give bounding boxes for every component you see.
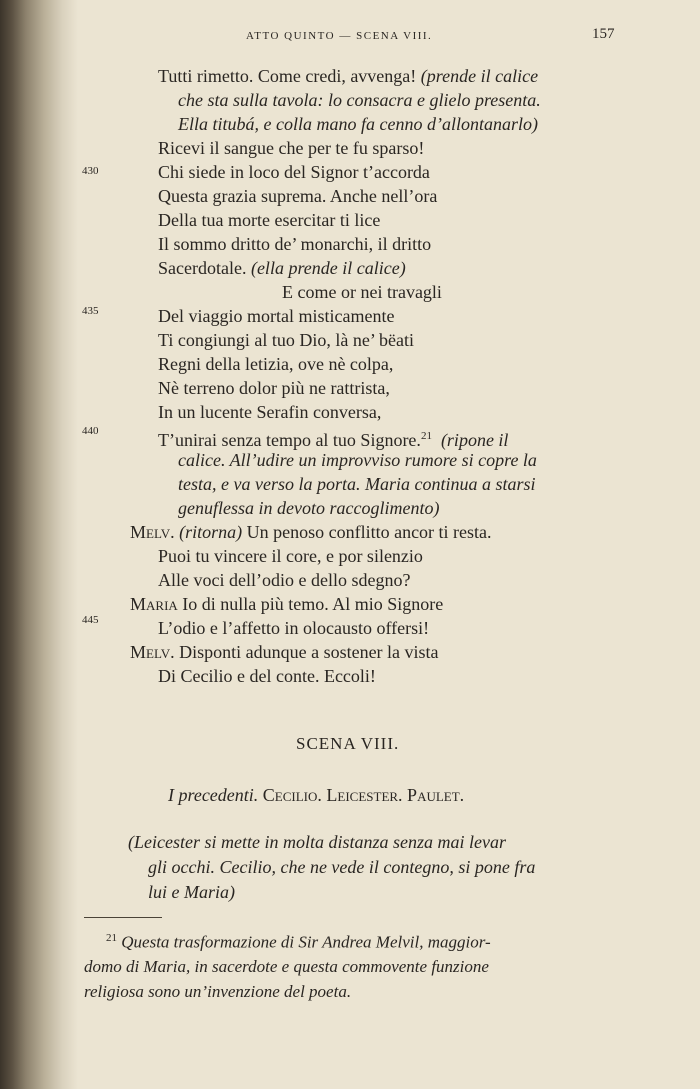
characters-intro: I precedenti. bbox=[168, 785, 259, 805]
footnote-rule bbox=[84, 917, 162, 918]
stage-direction-line: Ella titubá, e colla mano fa cenno d’allontanarlo) bbox=[178, 114, 538, 134]
stage-direction: (ella prende il calice) bbox=[250, 258, 406, 278]
line-number-440: 440 bbox=[82, 425, 99, 437]
page-number: 157 bbox=[592, 26, 615, 42]
verse-line: Alle voci dell’odio e dello sdegno? bbox=[158, 570, 411, 590]
verse-line: Il sommo dritto de’ monarchi, il dritto bbox=[158, 234, 432, 254]
verse-line bbox=[158, 256, 406, 280]
verse-line: Regni della letizia, ove nè colpa, bbox=[158, 354, 394, 374]
verse-line: Di Cecilio e del conte. Eccoli! bbox=[158, 666, 376, 686]
stage-direction-line: testa, e va verso la porta. Maria continua a starsi bbox=[178, 474, 536, 494]
footnote-text: Questa trasformazione di Sir Andrea Melvil, maggior- bbox=[117, 932, 491, 952]
footnote-line bbox=[106, 932, 491, 953]
speaker-name: Maria bbox=[130, 594, 178, 614]
verse-line bbox=[130, 640, 439, 664]
stage-direction-line: genuflessa in devoto raccoglimento) bbox=[178, 498, 440, 518]
verse-text: Io di nulla più temo. Al mio Signore bbox=[177, 594, 444, 614]
verse-line: In un lucente Serafin conversa, bbox=[158, 402, 382, 422]
footnote-number: 21 bbox=[106, 932, 117, 944]
stage-direction: (ritorna) bbox=[179, 522, 243, 542]
verse-text: T’unirai senza tempo al tuo Signore. bbox=[158, 430, 421, 450]
stage-direction-line: gli occhi. Cecilio, che ne vede il contegno, si pone fra bbox=[148, 857, 536, 877]
stage-direction-line: lui e Maria) bbox=[148, 882, 235, 902]
verse-text: Disponti adunque a sostener la vista bbox=[174, 642, 439, 662]
speaker-name: Melv. bbox=[130, 522, 175, 542]
verse-line: Chi siede in loco del Signor t’accorda bbox=[158, 162, 430, 182]
scene-title: SCENA VIII. bbox=[296, 734, 400, 753]
verse-line bbox=[158, 64, 538, 88]
verse-line bbox=[130, 592, 443, 616]
stage-direction: (prende il calice bbox=[420, 66, 539, 86]
verse-line: Puoi tu vincere il core, e por silenzio bbox=[158, 546, 423, 566]
line-number-435: 435 bbox=[82, 305, 99, 317]
verse-line: Nè terreno dolor più ne rattrista, bbox=[158, 378, 390, 398]
verse-line: L’odio e l’affetto in olocausto offersi! bbox=[158, 618, 430, 638]
footnote-reference: 21 bbox=[420, 430, 432, 442]
characters-names: Cecilio. Leicester. Paulet. bbox=[258, 785, 465, 805]
verse-line: Della tua morte esercitar ti lice bbox=[158, 210, 381, 230]
verse-line bbox=[130, 520, 492, 544]
footnote-line: domo di Maria, in sacerdote e questa commovente funzione bbox=[84, 957, 489, 976]
line-number-430: 430 bbox=[82, 165, 99, 177]
page-header bbox=[0, 28, 700, 48]
verse-line: Ti congiungi al tuo Dio, là ne’ bëati bbox=[158, 330, 414, 350]
stage-direction-line: che sta sulla tavola: lo consacra e glielo presenta. bbox=[178, 90, 541, 110]
verse-text: Un penoso conflitto ancor ti resta. bbox=[242, 522, 492, 542]
verse-text: Tutti rimetto. Come credi, avvenga! bbox=[158, 66, 421, 86]
line-number-445: 445 bbox=[82, 614, 99, 626]
verse-line: Del viaggio mortal misticamente bbox=[158, 306, 395, 326]
verse-line: Questa grazia suprema. Anche nell’ora bbox=[158, 186, 438, 206]
stage-direction: (ripone il bbox=[440, 430, 509, 450]
verse-line: Ricevi il sangue che per te fu sparso! bbox=[158, 138, 425, 158]
verse-text: Sacerdotale. bbox=[158, 258, 251, 278]
scene-characters bbox=[168, 785, 464, 806]
stage-direction-line: (Leicester si mette in molta distanza senza mai levar bbox=[128, 832, 506, 852]
footnote-line: religiosa sono un’invenzione del poeta. bbox=[84, 982, 352, 1001]
speaker-name: Melv. bbox=[130, 642, 175, 662]
running-head: ATTO QUINTO — SCENA VIII. bbox=[246, 30, 433, 42]
verse-line: E come or nei travagli bbox=[282, 282, 442, 302]
stage-direction-line: calice. All’udire un improvviso rumore si copre la bbox=[178, 450, 537, 470]
